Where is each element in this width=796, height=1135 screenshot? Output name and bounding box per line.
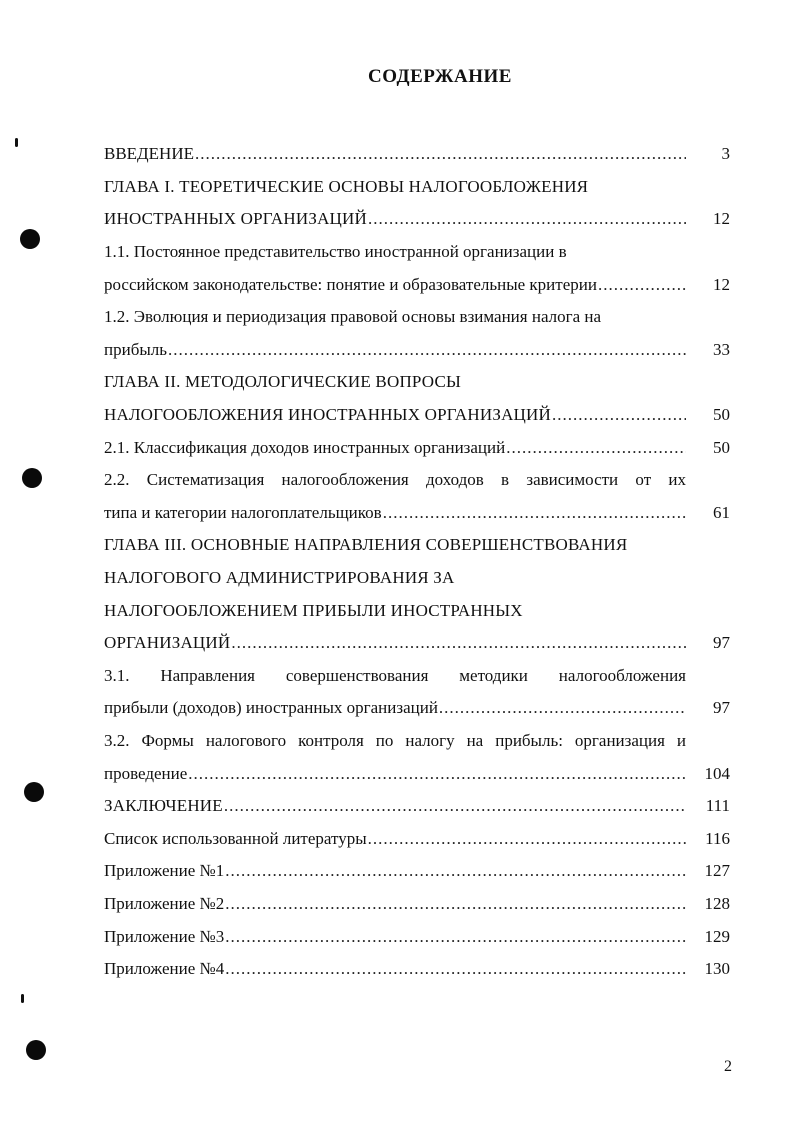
dot-leader	[224, 861, 686, 881]
dot-leader	[230, 633, 686, 653]
toc-heading-text: 1.1. Постоянное представительство иностранной организации в	[104, 242, 567, 262]
toc-entry[interactable]	[104, 268, 730, 301]
toc-heading-text: ГЛАВА I. ТЕОРЕТИЧЕСКИЕ ОСНОВЫ НАЛОГООБЛОЖЕНИЯ	[104, 176, 589, 196]
toc-entry-page: 50	[713, 405, 730, 425]
toc-entry-title: ОРГАНИЗАЦИЙ	[104, 633, 231, 653]
toc-entry[interactable]	[104, 497, 730, 530]
toc-entry[interactable]	[104, 822, 730, 855]
toc-heading-text: НАЛОГООБЛОЖЕНИЕМ ПРИБЫЛИ ИНОСТРАННЫХ	[104, 600, 523, 620]
punch-hole-4	[26, 1040, 46, 1060]
dot-leader	[224, 894, 686, 914]
toc-entry[interactable]	[104, 757, 730, 790]
dot-leader	[551, 405, 686, 425]
toc-heading-line	[104, 562, 730, 595]
toc-entry-page: 50	[713, 437, 730, 457]
page-title: СОДЕРЖАНИЕ	[368, 66, 512, 87]
toc-entry[interactable]	[104, 334, 730, 367]
toc-entry-page: 129	[704, 926, 730, 946]
toc-heading-line	[104, 301, 730, 334]
toc-entry-title: НАЛОГООБЛОЖЕНИЯ ИНОСТРАННЫХ ОРГАНИЗАЦИЙ	[104, 405, 551, 425]
toc-entry-title: ИНОСТРАННЫХ ОРГАНИЗАЦИЙ	[104, 209, 367, 229]
dot-leader	[505, 438, 686, 458]
toc-entry[interactable]	[104, 138, 730, 171]
toc-entry-title: российском законодательстве: понятие и образовательные критерии	[104, 274, 597, 294]
toc-heading-line	[104, 725, 730, 758]
toc-entry-page: 33	[713, 339, 730, 359]
toc-entry[interactable]	[104, 431, 730, 464]
toc-entry[interactable]	[104, 399, 730, 432]
toc-entry-page: 111	[705, 796, 730, 816]
toc-entry-page: 128	[704, 893, 730, 913]
toc-heading-text: ГЛАВА III. ОСНОВНЫЕ НАПРАВЛЕНИЯ СОВЕРШЕНСТВОВАНИЯ	[104, 535, 628, 555]
dot-leader	[367, 209, 686, 229]
toc-entry-title: ЗАКЛЮЧЕНИЕ	[104, 796, 223, 816]
dot-leader	[438, 698, 686, 718]
toc-entry-page: 130	[704, 959, 730, 979]
toc-heading-text: НАЛОГОВОГО АДМИНИСТРИРОВАНИЯ ЗА	[104, 568, 455, 588]
toc-entry-title: прибыль	[104, 339, 168, 359]
dot-leader	[597, 275, 686, 295]
toc-heading-line	[104, 464, 730, 497]
toc-heading-line	[104, 529, 730, 562]
toc-entry-page: 97	[713, 698, 730, 718]
dot-leader	[194, 144, 686, 164]
scan-mark-1	[15, 138, 18, 147]
toc-entry-page: 116	[705, 828, 730, 848]
toc-heading-line	[104, 366, 730, 399]
scan-mark-2	[21, 994, 24, 1003]
toc-entry[interactable]	[104, 953, 730, 986]
dot-leader	[223, 796, 686, 816]
toc-entry[interactable]	[104, 692, 730, 725]
toc-heading-line	[104, 660, 730, 693]
toc-entry-page: 127	[704, 861, 730, 881]
punch-hole-2	[22, 468, 42, 488]
toc-entry-title: Приложение №2	[104, 893, 225, 913]
dot-leader	[224, 927, 686, 947]
punch-hole-3	[24, 782, 44, 802]
toc-entry-title: ВВЕДЕНИЕ	[104, 144, 194, 164]
toc-entry-title: Приложение №4	[104, 959, 225, 979]
toc-heading-text: 3.2. Формы налогового контроля по налогу на прибыль: организация и	[104, 730, 686, 750]
dot-leader	[167, 340, 686, 360]
dot-leader	[382, 503, 686, 523]
toc-heading-text: ГЛАВА II. МЕТОДОЛОГИЧЕСКИЕ ВОПРОСЫ	[104, 372, 462, 392]
toc-entry[interactable]	[104, 790, 730, 823]
toc-heading-text: 2.2. Систематизация налогообложения доходов в зависимости от их	[104, 470, 686, 490]
toc-heading-line	[104, 236, 730, 269]
toc-entry-title: прибыли (доходов) иностранных организаций	[104, 698, 438, 718]
toc-entry-title: Список использованной литературы	[104, 828, 367, 848]
toc-entry-page: 12	[713, 274, 730, 294]
toc-entry[interactable]	[104, 888, 730, 921]
toc-entry[interactable]	[104, 627, 730, 660]
page-number: 2	[724, 1058, 732, 1075]
toc-entry-page: 3	[721, 144, 730, 164]
dot-leader	[187, 764, 686, 784]
toc-entry[interactable]	[104, 855, 730, 888]
toc-entry-title: типа и категории налогоплательщиков	[104, 502, 382, 522]
dot-leader	[224, 959, 686, 979]
dot-leader	[367, 829, 686, 849]
toc-entry[interactable]	[104, 920, 730, 953]
toc-heading-text: 1.2. Эволюция и периодизация правовой основы взимания налога на	[104, 307, 602, 327]
toc-entry-page: 61	[713, 502, 730, 522]
toc-entry-title: Приложение №1	[104, 861, 225, 881]
toc-heading-text: 3.1. Направления совершенствования методики налогообложения	[104, 665, 686, 685]
toc-heading-line	[104, 171, 730, 204]
toc-entry-title: Приложение №3	[104, 926, 225, 946]
toc-entry-title: 2.1. Классификация доходов иностранных организаций	[104, 437, 506, 457]
toc-entry-page: 97	[713, 633, 730, 653]
toc-heading-line	[104, 594, 730, 627]
toc-entry[interactable]	[104, 203, 730, 236]
toc-entry-title: проведение	[104, 763, 188, 783]
toc-entry-page: 104	[704, 763, 730, 783]
toc-entry-page: 12	[713, 209, 730, 229]
table-of-contents	[104, 138, 730, 985]
punch-hole-1	[20, 229, 40, 249]
